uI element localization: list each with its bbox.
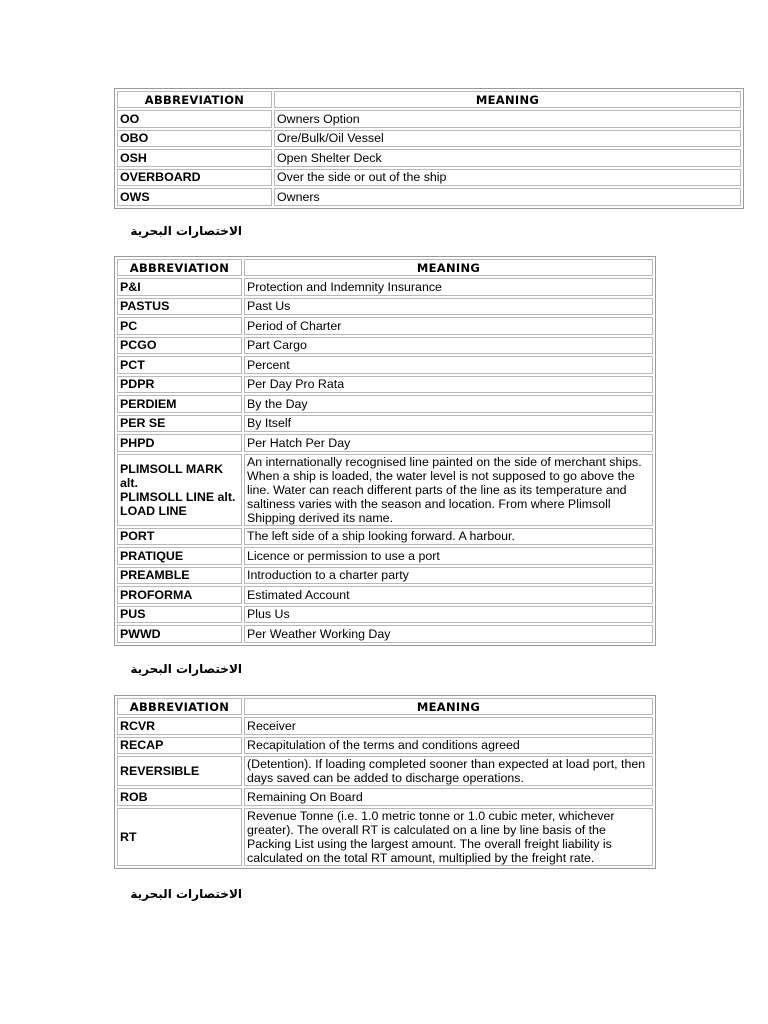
meaning-cell: Per Hatch Per Day <box>244 434 653 452</box>
meaning-cell: Ore/Bulk/Oil Vessel <box>274 130 741 148</box>
meaning-cell: An internationally recognised line painted on the side of merchant ships. When a ship is loaded, the water level is not supposed to go above the line. Water can reach different parts of the line as its temperature and saltiness varies with the season and location. From where Plimsoll Shipping derived its name. <box>244 454 653 526</box>
abbreviation-cell: P&I <box>117 278 242 296</box>
table-row <box>117 547 653 565</box>
table-row <box>117 434 653 452</box>
table-row <box>117 717 653 735</box>
abbreviation-cell: PUS <box>117 606 242 624</box>
abbreviation-column-header: ABBREVIATION <box>117 91 272 108</box>
section-heading: الاختصارات البحرية <box>130 887 242 901</box>
abbreviation-cell: PHPD <box>117 434 242 452</box>
meaning-cell: By Itself <box>244 415 653 433</box>
meaning-cell: Remaining On Board <box>244 788 653 806</box>
abbreviation-column-header: ABBREVIATION <box>117 698 242 715</box>
meaning-cell: Protection and Indemnity Insurance <box>244 278 653 296</box>
table-header-row <box>117 91 741 108</box>
meaning-cell: Period of Charter <box>244 317 653 335</box>
abbreviation-cell: PORT <box>117 528 242 546</box>
abbreviation-column-header: ABBREVIATION <box>117 259 242 276</box>
meaning-cell: Percent <box>244 356 653 374</box>
table-row <box>117 586 653 604</box>
abbreviation-cell: PREAMBLE <box>117 567 242 585</box>
table-row <box>117 169 741 187</box>
table-row <box>117 337 653 355</box>
table-row <box>117 149 741 167</box>
abbreviation-cell: PRATIQUE <box>117 547 242 565</box>
meaning-cell: (Detention). If loading completed sooner than expected at load port, then days saved can be added to discharge operations. <box>244 756 653 786</box>
table-body <box>117 278 653 643</box>
table-row <box>117 788 653 806</box>
meaning-cell: Introduction to a charter party <box>244 567 653 585</box>
meaning-cell: Recapitulation of the terms and conditions agreed <box>244 737 653 755</box>
abbreviation-cell: PASTUS <box>117 298 242 316</box>
abbreviation-cell: PWWD <box>117 625 242 643</box>
meaning-cell: Part Cargo <box>244 337 653 355</box>
abbreviation-cell: PROFORMA <box>117 586 242 604</box>
table-row <box>117 395 653 413</box>
abbreviation-cell: OWS <box>117 188 272 206</box>
abbreviation-cell: PCT <box>117 356 242 374</box>
meaning-cell: Open Shelter Deck <box>274 149 741 167</box>
meaning-cell: By the Day <box>244 395 653 413</box>
abbreviation-cell: RT <box>117 808 242 866</box>
abbreviation-cell: PLIMSOLL MARK alt. PLIMSOLL LINE alt. LOAD LINE <box>117 454 242 526</box>
table-row <box>117 188 741 206</box>
table-row <box>117 625 653 643</box>
meaning-cell: Revenue Tonne (i.e. 1.0 metric tonne or 1.0 cubic meter, whichever greater). The overall RT is calculated on a line by line basis of the Packing List using the largest amount. The overall freight liability is calculated on the total RT amount, multiplied by the freight rate. <box>244 808 653 866</box>
meaning-cell: Owners Option <box>274 110 741 128</box>
meaning-column-header: MEANING <box>244 698 653 715</box>
table-body <box>117 110 741 206</box>
abbreviation-cell: PC <box>117 317 242 335</box>
abbreviation-cell: OO <box>117 110 272 128</box>
abbreviation-cell: PERDIEM <box>117 395 242 413</box>
table-row <box>117 756 653 786</box>
table-row <box>117 298 653 316</box>
meaning-cell: Estimated Account <box>244 586 653 604</box>
abbreviations-table-p <box>114 256 656 646</box>
meaning-cell: Plus Us <box>244 606 653 624</box>
table-row <box>117 567 653 585</box>
section-heading: الاختصارات البحرية <box>130 662 242 676</box>
table-row <box>117 808 653 866</box>
table-row <box>117 317 653 335</box>
table-row <box>117 737 653 755</box>
abbreviation-cell: REVERSIBLE <box>117 756 242 786</box>
meaning-column-header: MEANING <box>274 91 741 108</box>
meaning-cell: The left side of a ship looking forward. A harbour. <box>244 528 653 546</box>
table-body <box>117 717 653 866</box>
meaning-cell: Owners <box>274 188 741 206</box>
table-row <box>117 130 741 148</box>
meaning-cell: Over the side or out of the ship <box>274 169 741 187</box>
abbreviation-cell: ROB <box>117 788 242 806</box>
abbreviation-cell: OBO <box>117 130 272 148</box>
abbreviation-cell: PCGO <box>117 337 242 355</box>
abbreviation-cell: PER SE <box>117 415 242 433</box>
table-row <box>117 376 653 394</box>
table-row <box>117 415 653 433</box>
table-row <box>117 528 653 546</box>
abbreviations-table-r <box>114 695 656 869</box>
table-row <box>117 606 653 624</box>
table-row <box>117 356 653 374</box>
section-heading: الاختصارات البحرية <box>130 224 242 238</box>
abbreviations-table-o <box>114 88 744 209</box>
abbreviation-cell: OSH <box>117 149 272 167</box>
meaning-cell: Licence or permission to use a port <box>244 547 653 565</box>
abbreviation-cell: PDPR <box>117 376 242 394</box>
abbreviation-cell: OVERBOARD <box>117 169 272 187</box>
abbreviation-cell: RCVR <box>117 717 242 735</box>
table-row <box>117 454 653 526</box>
table-header-row <box>117 259 653 276</box>
meaning-cell: Receiver <box>244 717 653 735</box>
meaning-cell: Per Day Pro Rata <box>244 376 653 394</box>
table-header-row <box>117 698 653 715</box>
abbreviation-cell: RECAP <box>117 737 242 755</box>
meaning-cell: Per Weather Working Day <box>244 625 653 643</box>
meaning-column-header: MEANING <box>244 259 653 276</box>
table-row <box>117 110 741 128</box>
meaning-cell: Past Us <box>244 298 653 316</box>
table-row <box>117 278 653 296</box>
